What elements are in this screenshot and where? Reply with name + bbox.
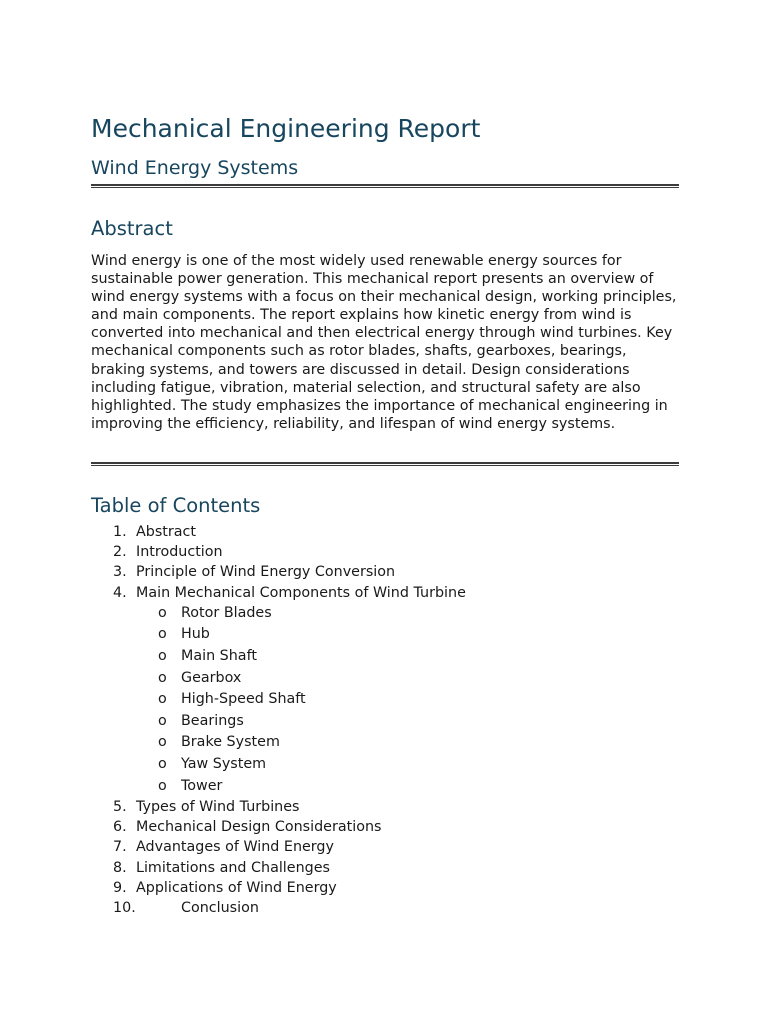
toc-item-number: 3. [113, 564, 127, 581]
toc-item-label: Introduction [136, 544, 223, 561]
bullet-icon: o [158, 777, 167, 794]
toc-sub-item-label: Rotor Blades [181, 604, 272, 621]
bullet-icon: o [158, 712, 167, 729]
toc-sub-item-label: Bearings [181, 712, 244, 729]
bullet-icon: o [158, 734, 167, 751]
toc-item-label: Applications of Wind Energy [136, 879, 337, 896]
abstract-heading: Abstract [91, 217, 173, 240]
toc-sub-item-label: Hub [181, 626, 210, 643]
report-subtitle: Wind Energy Systems [91, 157, 299, 179]
toc-item-number: 10. [113, 900, 136, 917]
bullet-icon: o [158, 647, 167, 664]
bullet-icon: o [158, 755, 167, 772]
toc-item-label: Principle of Wind Energy Conversion [136, 564, 396, 581]
toc-item-label: Main Mechanical Components of Wind Turbine [136, 584, 466, 601]
toc-item-label: Advantages of Wind Energy [136, 839, 334, 856]
toc-sub-item-label: Tower [181, 777, 223, 794]
toc-item-number: 9. [113, 879, 127, 896]
toc-item-number: 2. [113, 544, 127, 561]
toc-sub-item-label: Gearbox [181, 669, 242, 686]
section-divider [91, 462, 679, 466]
abstract-paragraph: Wind energy is one of the most widely used renewable energy sources for sustainable power generation. This mechanical report presents an overview of wind energy systems with a focus on their mechanical design, working principles, and main components. The report explains how kinetic energy from wind is converted into mechanical and then electrical energy through wind turbines. Key mechanical components such as rotor blades, shafts, gearboxes, bearings, braking systems, and towers are discussed in detail. Design considerations including fatigue, vibration, material selection, and structural safety are also highlighted. The study emphasizes the importance of mechanical engineering in improving the efficiency, reliability, and lifespan of wind energy systems. [91, 253, 677, 432]
toc-item-label: Types of Wind Turbines [136, 799, 300, 816]
bullet-icon: o [158, 626, 167, 643]
toc-item-label: Conclusion [181, 900, 259, 917]
toc-sub-item-label: High-Speed Shaft [181, 691, 306, 708]
toc-item-label: Limitations and Challenges [136, 859, 330, 876]
toc-item-label: Abstract [136, 524, 197, 540]
toc-item-number: 6. [113, 819, 127, 836]
report-title: Mechanical Engineering Report [91, 114, 481, 143]
toc-item-number: 1. [113, 524, 127, 540]
toc-item-number: 7. [113, 839, 127, 856]
bullet-icon: o [158, 604, 167, 621]
toc-item-number: 8. [113, 859, 127, 876]
toc-heading: Table of Contents [91, 494, 261, 517]
toc-sub-item-label: Main Shaft [181, 647, 257, 664]
section-divider [91, 184, 679, 188]
toc-sub-item-label: Yaw System [181, 755, 267, 772]
toc-item-label: Mechanical Design Considerations [136, 819, 382, 836]
toc-sub-item-label: Brake System [181, 734, 280, 751]
toc-item-number: 5. [113, 799, 127, 816]
bullet-icon: o [158, 669, 167, 686]
toc-item-number: 4. [113, 584, 127, 601]
bullet-icon: o [158, 691, 167, 708]
